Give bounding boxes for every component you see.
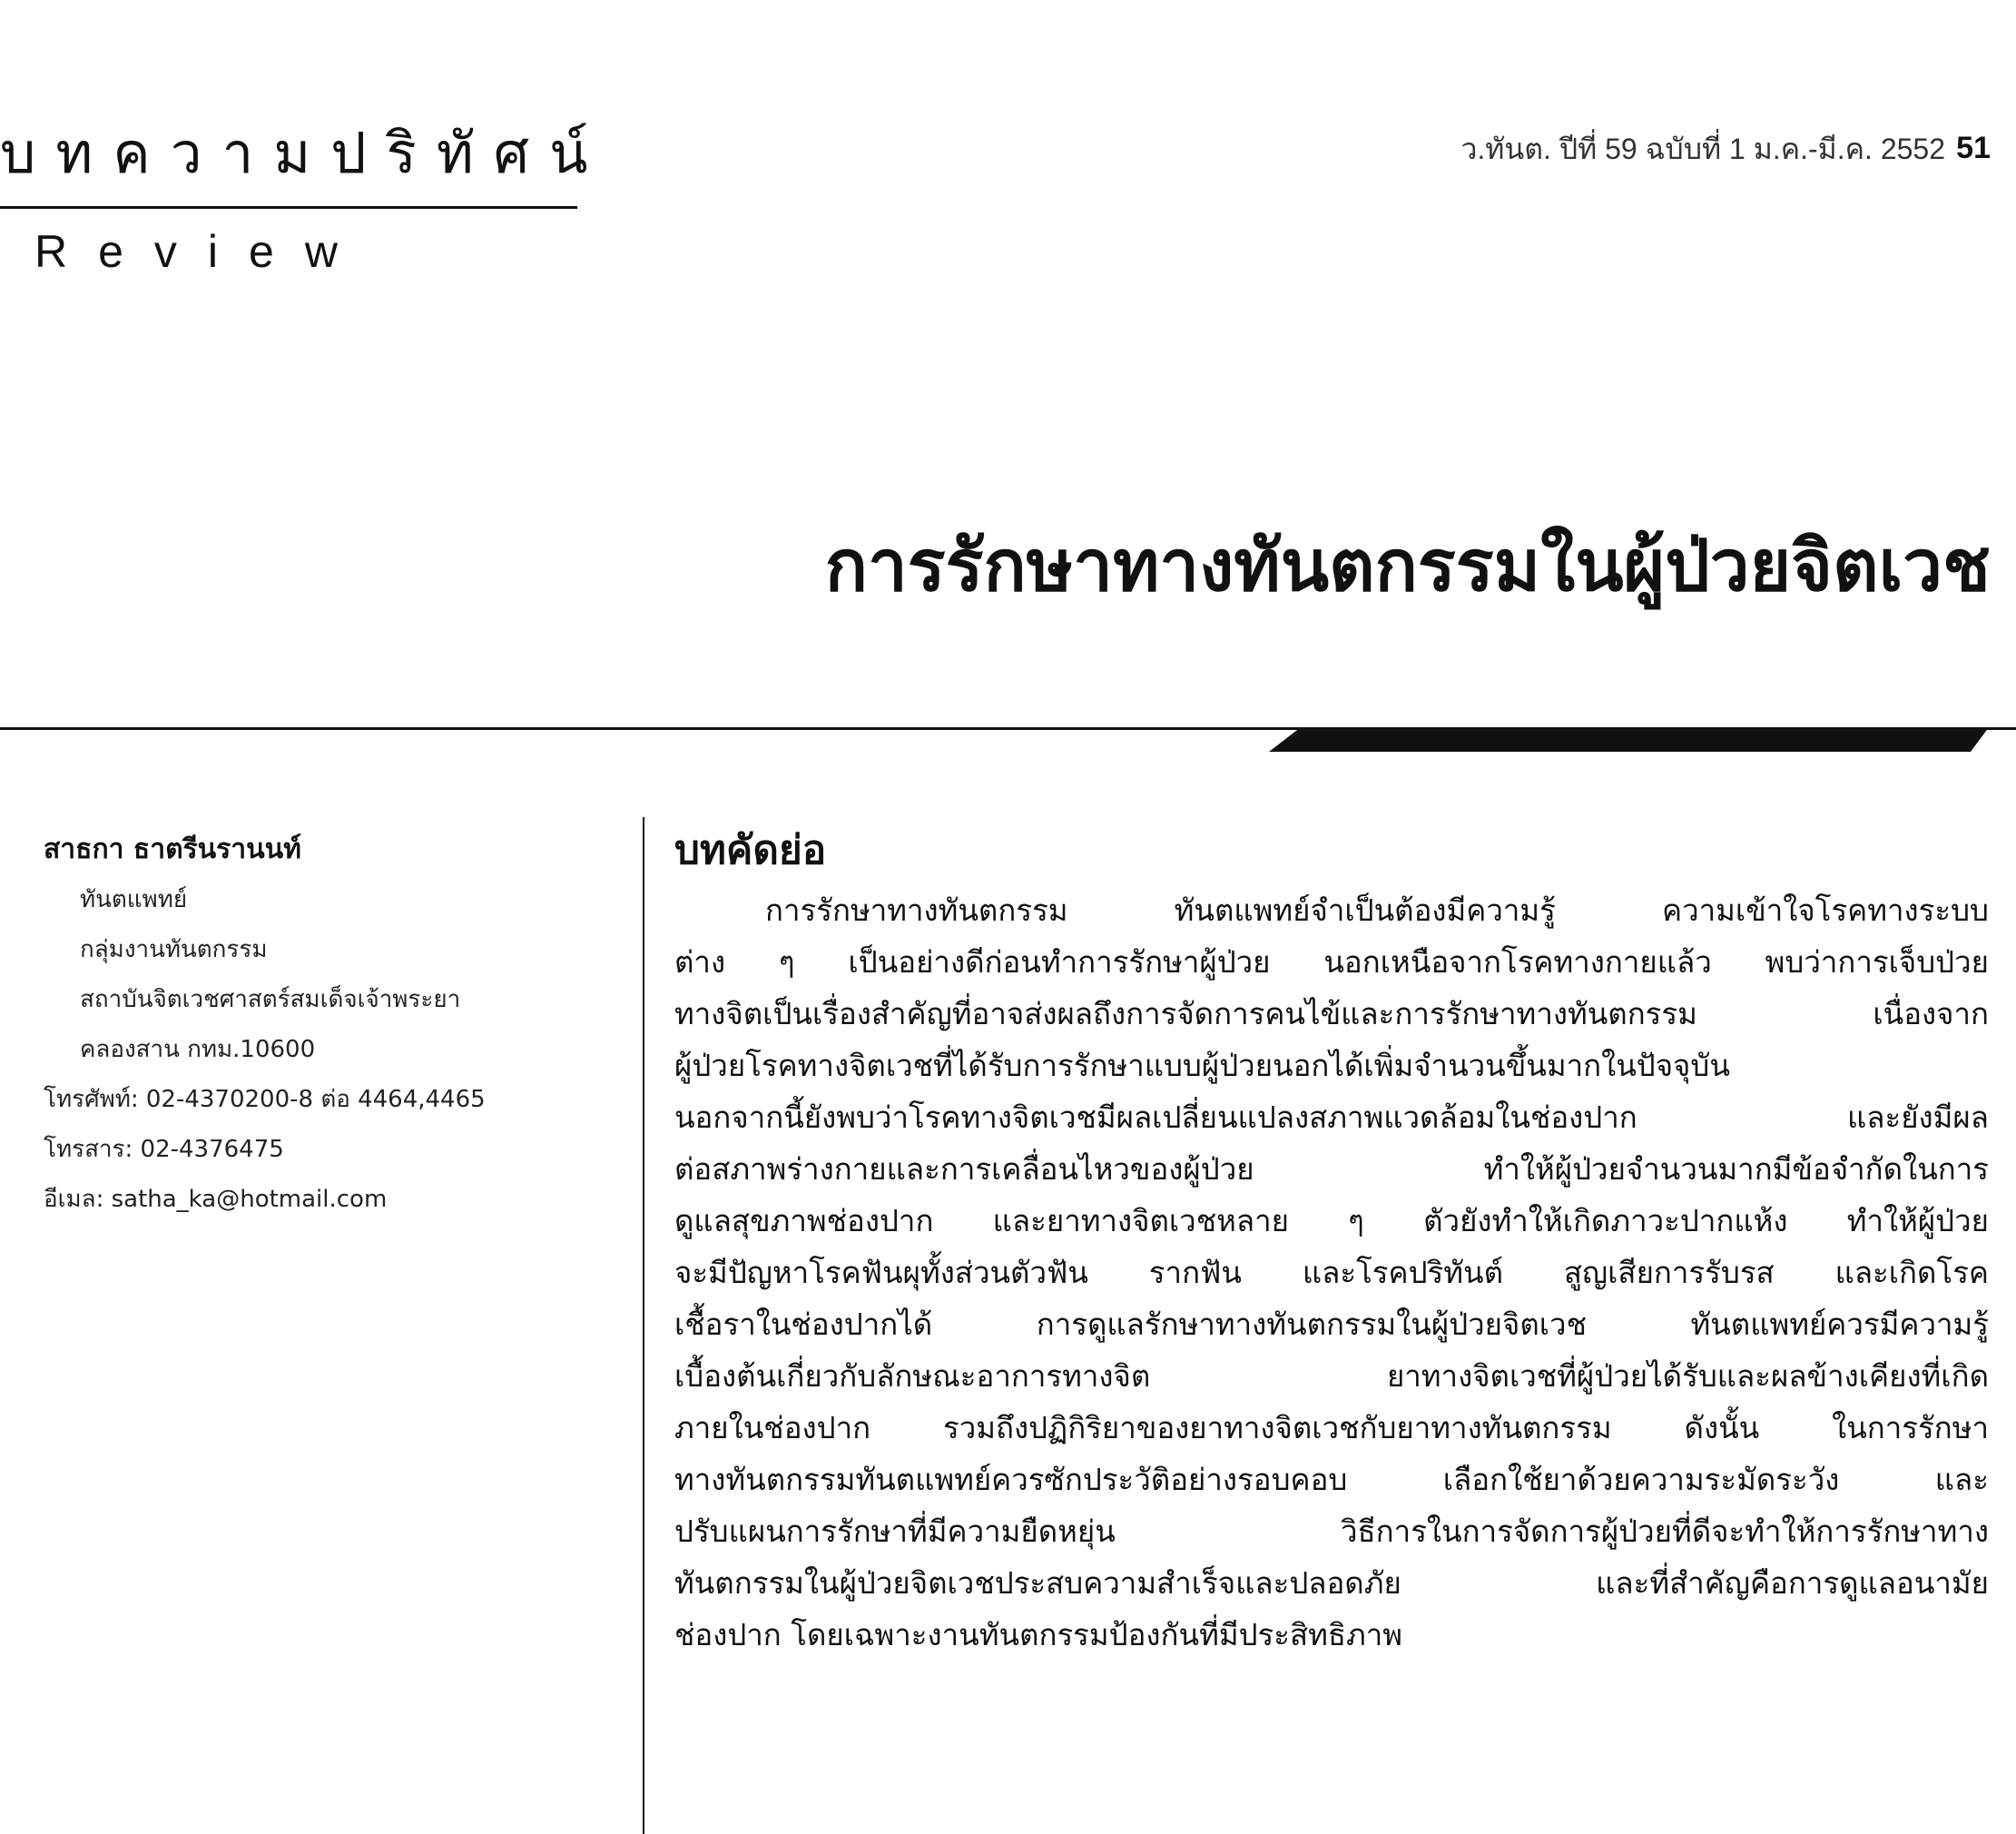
abstract-line: ภายในช่องปาก รวมถึงปฏิกิริยาของยาทางจิตเวชกับยาทางทันตกรรม ดังนั้น ในการรักษา [674,1410,1989,1445]
abstract-line: ดูแลสุขภาพช่องปาก และยาทางจิตเวชหลาย ๆ ตัวยังทำให้เกิดภาวะปากแห้ง ทำให้ผู้ป่วย [674,1203,1989,1238]
journal-citation: ว.ทันต. ปีที่ 59 ฉบับที่ 1 ม.ค.-มี.ค. 2552 [1460,133,1945,165]
abstract-line: เบื้องต้นเกี่ยวกับลักษณะอาการทางจิต ยาทางจิตเวชที่ผู้ป่วยได้รับและผลข้างเคียงที่เกิด [674,1358,1989,1394]
abstract-line: ต่อสภาพร่างกายและการเคลื่อนไหวของผู้ป่วย ทำให้ผู้ป่วยจำนวนมากมีข้อจำกัดในการ [674,1151,1989,1187]
author-name: สาธกา ธาตรีนรานนท์ [44,833,301,865]
author-institution: สถาบันจิตเวชศาสตร์สมเด็จเจ้าพระยา [80,986,461,1013]
article-title: การรักษาทางทันตกรรมในผู้ป่วยจิตเวช [824,526,1991,607]
abstract-line: เชื้อราในช่องปากได้ การดูแลรักษาทางทันตกรรมในผู้ป่วยจิตเวช ทันตแพทย์ควรมีความรู้ [674,1306,1989,1342]
section-label-english: Review [34,226,369,277]
author-fax: โทรสาร: 02-4376475 [44,1136,284,1163]
title-divider-wedge [1269,727,1989,752]
abstract-line: จะมีปัญหาโรคฟันผุทั้งส่วนตัวฟัน รากฟัน และโรคปริทันต์ สูญเสียการรับรส และเกิดโรค [674,1255,1989,1290]
section-label-thai: บทความปริทัศน์ [0,120,608,186]
author-phone: โทรศัพท์: 02-4370200-8 ต่อ 4464,4465 [44,1086,486,1113]
author-block [44,824,606,1225]
author-email: อีเมล: satha_ka@hotmail.com [44,1186,388,1213]
abstract-line: ช่องปาก โดยเฉพาะงานทันตกรรมป้องกันที่มีประสิทธิภาพ [674,1617,1403,1652]
abstract-line: ทางจิตเป็นเรื่องสำคัญที่อาจส่งผลถึงการจัดการคนไข้และการรักษาทางทันตกรรม เนื่องจาก [674,996,1989,1031]
abstract-line: ทันตกรรมในผู้ป่วยจิตเวชประสบความสำเร็จและปลอดภัย และที่สำคัญคือการดูแลอนามัย [674,1565,1989,1601]
abstract-line: การรักษาทางทันตกรรม ทันตแพทย์จำเป็นต้องมีความรู้ ความเข้าใจโรคทางระบบ [765,892,1989,928]
page-number: 51 [1956,131,1991,165]
author-address: คลองสาน กทม.10600 [80,1036,316,1063]
abstract-line: ต่าง ๆ เป็นอย่างดีก่อนทำการรักษาผู้ป่วย นอกเหนือจากโรคทางกายแล้ว พบว่าการเจ็บป่วย [674,944,1989,980]
abstract-line: นอกจากนี้ยังพบว่าโรคทางจิตเวชมีผลเปลี่ยนแปลงสภาพแวดล้อมในช่องปาก และยังมีผล [674,1099,1989,1135]
abstract-line: ปรับแผนการรักษาที่มีความยืดหยุ่น วิธีการในการจัดการผู้ป่วยที่ดีจะทำให้การรักษาทาง [674,1514,1989,1549]
section-rule [0,206,577,209]
abstract-section [674,817,1989,1661]
abstract-line: ทางทันตกรรมทันตแพทย์ควรซักประวัติอย่างรอบคอบ เลือกใช้ยาด้วยความระมัดระวัง และ [674,1462,1989,1497]
abstract-heading: บทคัดย่อ [674,827,827,873]
author-position: ทันตแพทย์ [80,886,188,913]
abstract-line: ผู้ป่วยโรคทางจิตเวชที่ได้รับการรักษาแบบผู้ป่วยนอกได้เพิ่มจำนวนขึ้นมากในปัจจุบัน [674,1048,1730,1083]
column-divider [643,817,644,1834]
author-department: กลุ่มงานทันตกรรม [80,936,268,963]
